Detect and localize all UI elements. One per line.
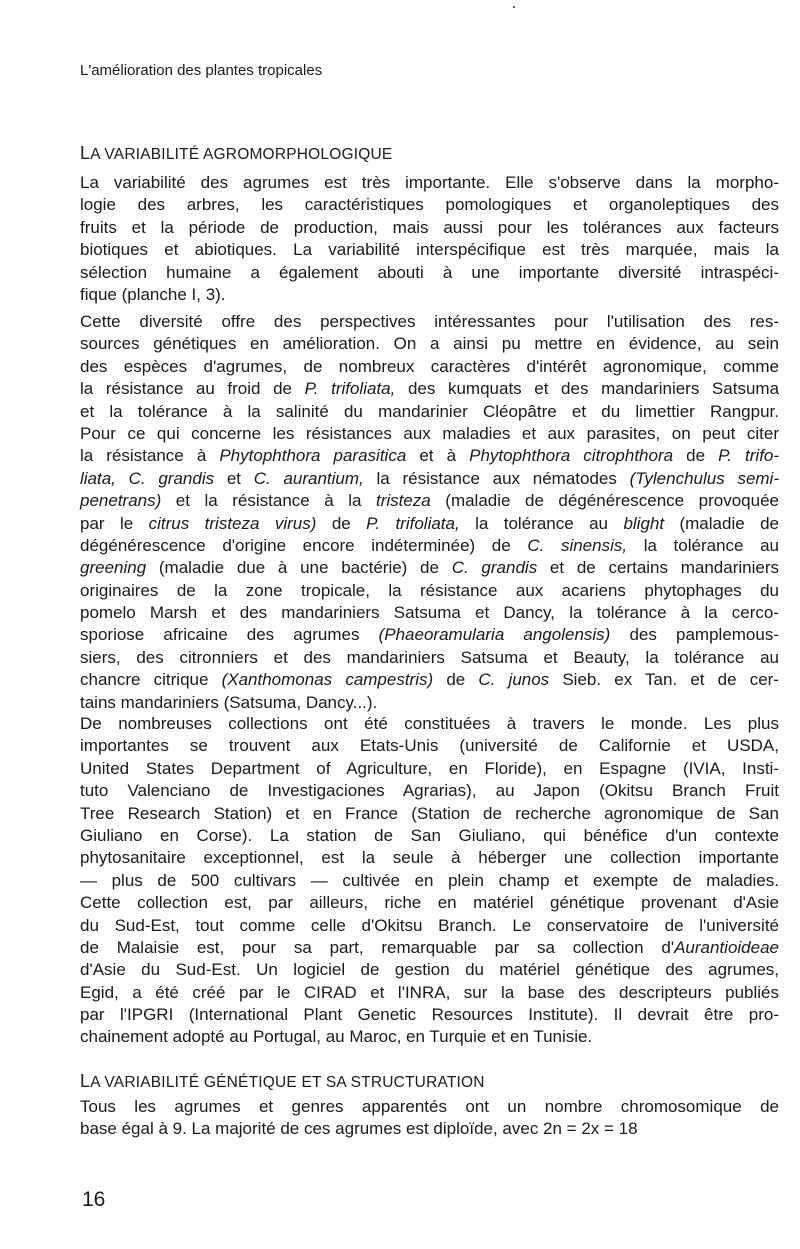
text-run: chainement adopté au Portugal, au Maroc, en Turquie et en Tunisie. xyxy=(80,1027,593,1047)
heading-rest: A VARIABILITÉ GÉNÉTIQUE ET SA STRUCTURATION xyxy=(90,1074,485,1091)
italic-term: penetrans) xyxy=(80,491,162,511)
text-run: biotiques et abiotiques. La variabilité interspécifique est très marquée, mais la xyxy=(80,240,779,260)
italic-term: blight xyxy=(623,513,665,533)
text-run: et xyxy=(214,468,254,488)
text-line xyxy=(80,847,779,869)
text-run: chancre citrique xyxy=(80,670,222,690)
text-run: et de certains mandariniers xyxy=(537,558,779,578)
italic-term: (Phaeoramularia angolensis) xyxy=(378,625,611,645)
text-line xyxy=(80,915,779,937)
italic-term: P. trifo- xyxy=(718,446,780,466)
text-run: sporiose africaine des agrumes xyxy=(80,625,379,645)
text-line xyxy=(80,758,779,780)
text-line xyxy=(80,692,779,714)
italic-term: (Tylenchulus semi- xyxy=(629,468,779,488)
text-run: Cette collection est, par ailleurs, riche en matériel génétique provenant d'Asie xyxy=(80,893,779,913)
italic-term: P. trifoliata, xyxy=(366,513,460,533)
text-run: fique (planche I, 3). xyxy=(80,284,226,304)
text-run: base égal à 9. La majorité de ces agrumes est diploïde, avec 2n = 2x = 18 xyxy=(80,1119,638,1139)
text-run: Pour ce qui concerne les résistances aux maladies et aux parasites, on peut citer xyxy=(80,423,779,443)
text-line xyxy=(80,870,779,892)
text-line xyxy=(80,356,779,378)
text-line xyxy=(80,557,779,579)
text-run: Cette diversité offre des perspectives intéressantes pour l'utilisation des res- xyxy=(80,312,779,331)
text-run: Sieb. ex Tan. et de cer- xyxy=(549,670,779,690)
text-run: (maladie de xyxy=(664,513,780,533)
text-line xyxy=(80,513,779,535)
paragraph xyxy=(80,1096,779,1141)
text-line xyxy=(80,401,779,423)
italic-term: liata, C. grandis xyxy=(80,468,215,488)
running-header: L'amélioration des plantes tropicales xyxy=(80,62,323,79)
text-run: la résistance à xyxy=(80,446,220,466)
text-line xyxy=(80,445,779,467)
text-line xyxy=(80,624,779,646)
italic-term: Phytophthora parasitica xyxy=(219,446,407,466)
text-run: la résistance au froid de xyxy=(80,379,305,399)
text-run: (maladie de dégénérescence provoquée xyxy=(430,491,779,511)
heading-initial: L xyxy=(80,1071,91,1091)
text-line xyxy=(80,535,779,557)
text-run: et à xyxy=(406,446,470,466)
section-heading-genetique xyxy=(80,1071,485,1092)
text-run: par l'IPGRI (International Plant Genetic Resources Institute). Il devrait être pro- xyxy=(80,1005,779,1025)
text-line xyxy=(80,892,779,914)
italic-term: greening xyxy=(80,558,147,578)
scan-speck xyxy=(513,6,515,8)
text-run: la tolérance au xyxy=(627,535,779,555)
text-line xyxy=(80,825,779,847)
text-run: Egid, a été créé par le CIRAD et l'INRA, sur la base des descripteurs publiés xyxy=(80,982,779,1002)
text-line xyxy=(80,735,779,757)
text-run: phytosanitaire exceptionnel, est la seule à héberger une collection importante xyxy=(80,848,779,868)
text-run: importantes se trouvent aux Etats-Unis (université de Californie et USDA, xyxy=(80,736,779,756)
text-run: dégénérescence d'origine encore indéterminée) de xyxy=(80,535,528,555)
text-run: — plus de 500 cultivars — cultivée en plein champ et exempte de maladies. xyxy=(80,870,779,890)
text-line xyxy=(80,378,779,400)
text-line xyxy=(80,580,779,602)
paragraph xyxy=(80,713,779,1049)
text-run: originaires de la zone tropicale, la résistance aux acariens phytophages du xyxy=(80,580,779,600)
italic-term: citrus tristeza virus) xyxy=(148,513,317,533)
text-run: sources génétiques en amélioration. On a ainsi pu mettre en évidence, au sein xyxy=(80,334,779,354)
text-line xyxy=(80,194,779,216)
text-line xyxy=(80,803,779,825)
text-run: la résistance aux nématodes xyxy=(363,468,630,488)
text-run: Tous les agrumes et genres apparentés ont un nombre chromosomique de xyxy=(80,1097,779,1116)
text-run: siers, des citronniers et des mandariniers Satsuma et Beauty, la tolérance au xyxy=(80,647,779,667)
text-run: des kumquats et des mandariniers Satsuma xyxy=(395,379,780,399)
text-line xyxy=(80,982,779,1004)
text-line xyxy=(80,780,779,802)
heading-rest: A VARIABILITÉ AGROMORPHOLOGIQUE xyxy=(90,146,393,163)
italic-term: C. aurantium, xyxy=(253,468,364,488)
text-run: (maladie due à une bactérie) de xyxy=(146,558,452,578)
text-line xyxy=(80,1118,779,1140)
italic-term: tristeza xyxy=(375,491,431,511)
text-run: des pamplemous- xyxy=(610,625,779,645)
text-line xyxy=(80,217,779,239)
italic-term: Phytophthora citrophthora xyxy=(469,446,674,466)
text-run: fruits et la période de production, mais aussi pour les tolérances aux facteurs xyxy=(80,217,779,237)
text-line xyxy=(80,423,779,445)
text-run: des espèces d'agrumes, de nombreux caractères d'intérêt agronomique, comme xyxy=(80,356,779,376)
text-run: La variabilité des agrumes est très importante. Elle s'observe dans la morpho- xyxy=(80,173,779,192)
text-line xyxy=(80,1004,779,1026)
paragraph xyxy=(80,172,779,306)
text-run: Tree Research Station) et en France (Station de recherche agronomique de San xyxy=(80,803,779,823)
text-line xyxy=(80,239,779,261)
text-run: United States Department of Agriculture, en Floride), en Espagne (IVIA, Insti- xyxy=(80,758,779,778)
text-line xyxy=(80,602,779,624)
text-run: tuto Valenciano de Investigaciones Agrarias), au Japon (Okitsu Branch Fruit xyxy=(80,781,779,801)
paragraph xyxy=(80,311,779,714)
text-line xyxy=(80,937,779,959)
section-heading-agromorphologique xyxy=(80,143,392,164)
text-line xyxy=(80,669,779,691)
text-run: de xyxy=(433,670,479,690)
page-number: 16 xyxy=(82,1188,106,1211)
text-run: sélection humaine a également abouti à une importante diversité intraspéci- xyxy=(80,262,779,282)
text-run: tains mandariniers (Satsuma, Dancy...). xyxy=(80,692,378,712)
text-line xyxy=(80,333,779,355)
italic-term: C. sinensis, xyxy=(527,535,628,555)
text-line xyxy=(80,284,779,306)
text-run: la tolérance au xyxy=(459,513,624,533)
text-run: pomelo Marsh et des mandariniers Satsuma et Dancy, la tolérance à la cerco- xyxy=(80,603,779,623)
italic-term: Aurantioideae xyxy=(674,937,779,957)
text-run: de Malaisie est, pour sa part, remarquable par sa collection d' xyxy=(80,937,675,957)
text-line xyxy=(80,468,779,490)
text-line xyxy=(80,172,779,194)
text-run: logie des arbres, les caractéristiques pomologiques et organoleptiques des xyxy=(80,195,779,215)
text-run: de xyxy=(673,446,719,466)
text-line xyxy=(80,959,779,981)
text-line xyxy=(80,647,779,669)
italic-term: (Xanthomonas campestris) xyxy=(221,670,434,690)
text-run: De nombreuses collections ont été constituées à travers le monde. Les plus xyxy=(80,714,779,733)
text-line xyxy=(80,311,779,333)
text-line xyxy=(80,1096,779,1118)
heading-initial: L xyxy=(80,143,91,163)
italic-term: C. junos xyxy=(478,670,550,690)
text-line xyxy=(80,490,779,512)
text-run: par le xyxy=(80,513,149,533)
text-run: et la résistance à la xyxy=(161,491,376,511)
text-run: et la tolérance à la salinité du mandarinier Cléopâtre et du limettier Rangpur. xyxy=(80,401,779,421)
italic-term: P. trifoliata, xyxy=(304,379,396,399)
text-line xyxy=(80,713,779,735)
text-line xyxy=(80,262,779,284)
text-run: d'Asie du Sud-Est. Un logiciel de gestion du matériel génétique des agrumes, xyxy=(80,960,779,980)
italic-term: C. grandis xyxy=(451,558,538,578)
text-line xyxy=(80,1026,779,1048)
text-run: de xyxy=(316,513,367,533)
text-run: Giuliano en Corse). La station de San Giuliano, qui bénéfice d'un contexte xyxy=(80,825,779,845)
text-run: du Sud-Est, tout comme celle d'Okitsu Branch. Le conservatoire de l'université xyxy=(80,915,779,935)
